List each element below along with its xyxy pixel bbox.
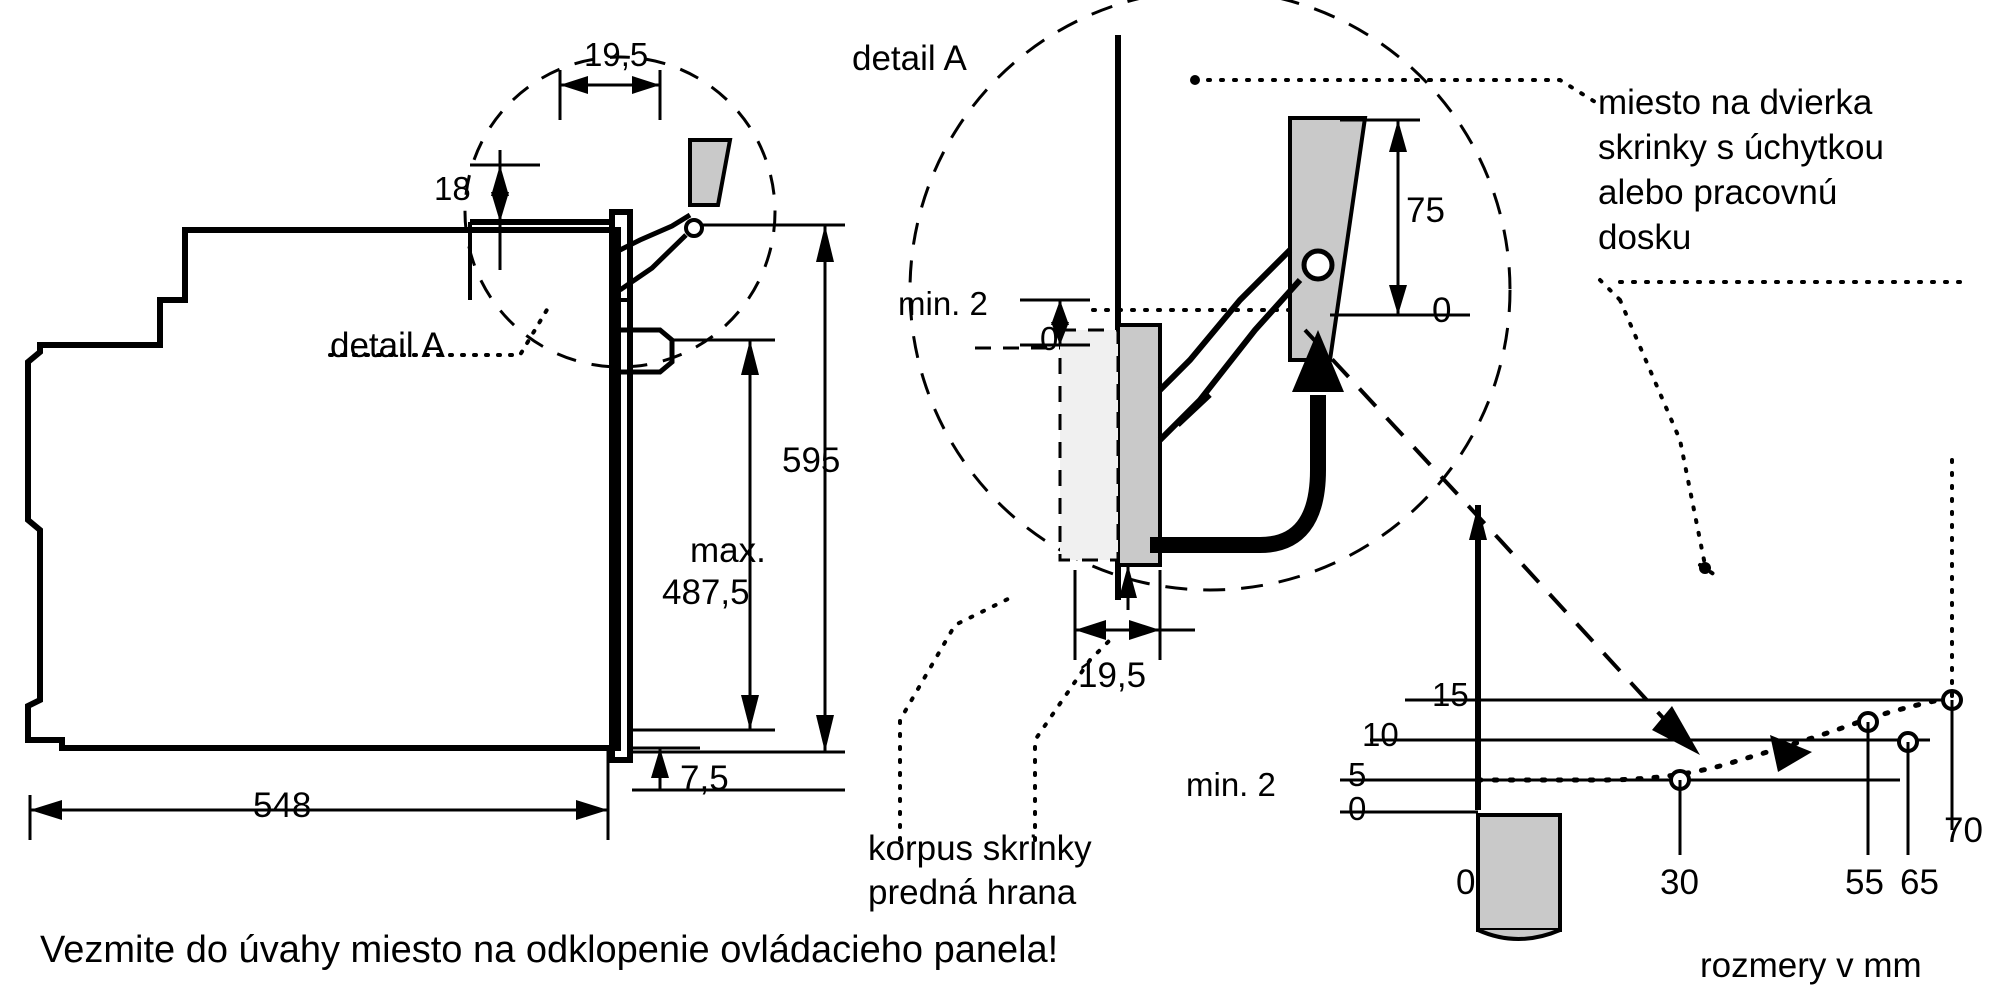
pivot-circle <box>1304 251 1332 279</box>
graph-y-label-10: 10 <box>1362 716 1399 753</box>
note-right-line4: dosku <box>1598 218 1692 257</box>
label-dim-4875: 487,5 <box>662 573 750 612</box>
graph-y-min-label: min. 2 <box>1186 766 1276 803</box>
label-dim-195-detail: 19,5 <box>1078 656 1147 695</box>
door-panel-lower <box>1118 325 1160 565</box>
label-dim-18: 18 <box>434 170 471 207</box>
graph-x-label-70: 70 <box>1944 811 1983 850</box>
graph-x-origin: 0 <box>1456 863 1476 902</box>
label-detail-a-title: detail A <box>852 39 967 78</box>
label-korpus-line2: predná hrana <box>868 873 1077 912</box>
door-panel-ghost <box>1060 330 1118 560</box>
handle-block <box>690 140 730 205</box>
label-dim-0-detail: 0 <box>1432 291 1452 330</box>
graph-x-label-55: 55 <box>1845 863 1884 902</box>
label-korpus-line1: korpus skrinky <box>868 829 1092 868</box>
note-right-line2: skrinky s úchytkou <box>1598 128 1884 167</box>
label-dim-195-left: 19,5 <box>584 36 649 73</box>
label-dim-max: max. <box>690 531 766 570</box>
rotation-arrow-path <box>1150 395 1318 545</box>
label-dim-595: 595 <box>782 441 841 480</box>
graph-y-label-15: 15 <box>1432 676 1469 713</box>
label-dim-548: 548 <box>253 786 312 825</box>
footer-note: Vezmite do úvahy miesto na odklopenie ovládacieho panela! <box>40 929 1059 971</box>
origin-block <box>1478 815 1560 930</box>
label-dim-75-detail: 75 <box>1406 191 1445 230</box>
graph-y-label-5: 5 <box>1348 756 1367 793</box>
oven-body-outline <box>28 230 618 748</box>
label-dim-75: 7,5 <box>680 759 729 798</box>
detail-circle-center <box>910 0 1510 590</box>
handle-block-detail <box>1290 118 1365 360</box>
graph-x-label-65: 65 <box>1900 863 1939 902</box>
note-right-line3: alebo pracovnú <box>1598 173 1838 212</box>
label-min-2-detail: min. 2 <box>898 285 988 322</box>
label-zero-detail: 0 <box>1040 320 1059 357</box>
graph-y-label-0: 0 <box>1348 790 1367 827</box>
label-detail-a-left: detail A <box>330 326 445 365</box>
note-right-line1: miesto na dvierka <box>1598 83 1873 122</box>
graph-x-label-30: 30 <box>1660 863 1699 902</box>
units-note: rozmery v mm <box>1700 946 1922 985</box>
